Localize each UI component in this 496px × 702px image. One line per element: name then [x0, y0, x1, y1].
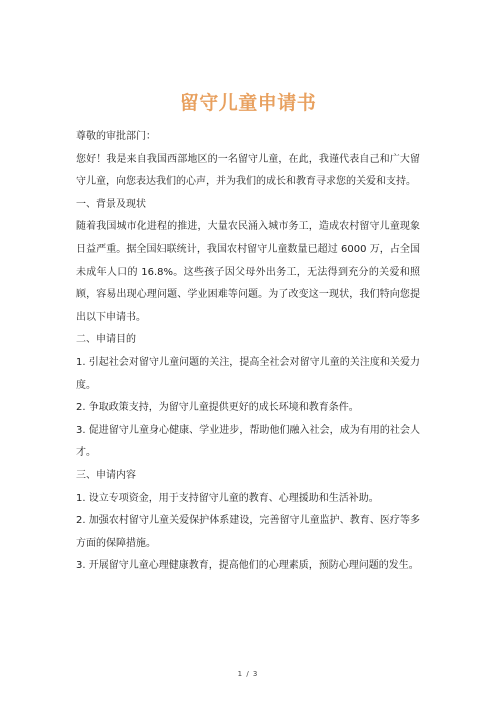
content-item: 2. 加强农村留守儿童关爱保护体系建设，完善留守儿童监护、教育、医疗等多方面的保障措施。	[76, 515, 420, 549]
content-item: 3. 开展留守儿童心理健康教育，提高他们的心理素质，预防心理问题的发生。	[76, 560, 419, 572]
section-heading-content: 三、申请内容	[76, 469, 136, 481]
purpose-item: 1. 引起社会对留守儿童问题的关注，提高全社会对留守儿童的关注度和关爱力度。	[76, 356, 420, 391]
salutation: 尊敬的审批部门：	[76, 131, 156, 142]
background-paragraph: 随着我国城市化进程的推进，大量农民涌入城市务工，造成农村留守儿童现象日益严重。据全国妇联统计，我国农村留守儿童数量已超过 6000 万，占全国未成年人口的 16.8%。这些孩子因父母外出务工，无法得到充分的关爱和照顾，容易出现心理问题、学业困难等问题。为了改变这一现状，我们特向您提出以下申请书。	[76, 221, 420, 323]
purpose-item: 3. 促进留守儿童身心健康、学业进步，帮助他们融入社会，成为有用的社会人才。	[76, 424, 420, 459]
document-body	[76, 126, 420, 578]
section-heading-background: 一、背景及现状	[76, 198, 146, 210]
page-number: 1 / 3	[237, 670, 259, 678]
content-item: 1. 设立专项资金，用于支持留守儿童的教育、心理援助和生活补助。	[76, 492, 379, 504]
intro-paragraph: 您好！我是来自我国西部地区的一名留守儿童，在此，我谨代表自己和广大留守儿童，向您表达我们的心声，并为我们的成长和教育寻求您的关爱和支持。	[76, 153, 420, 188]
purpose-item: 2. 争取政策支持，为留守儿童提供更好的成长环境和教育条件。	[76, 402, 359, 414]
document-title: 留守儿童申请书	[179, 92, 317, 114]
section-heading-purpose: 二、申请目的	[76, 334, 136, 346]
